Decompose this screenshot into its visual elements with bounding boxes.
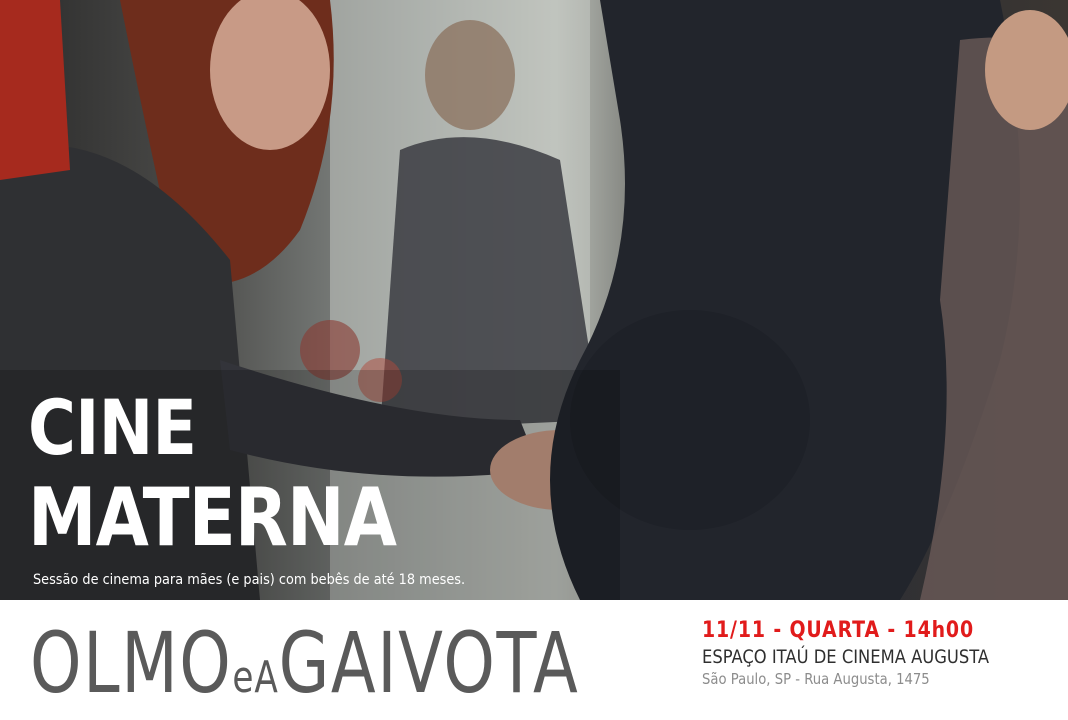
hero-title-line1: CINE [28,383,197,472]
hero-title-line2: MATERNA [28,471,397,564]
film-title-connector1: e [232,652,255,703]
hero-subtitle: Sessão de cinema para mães (e pais) com bebês de até 18 meses. [33,572,466,588]
film-title-connector2: A [254,652,279,703]
film-title-word2: GAIVOTA [278,614,580,712]
film-title-logo [30,614,580,712]
film-title-word1: OLMO [30,614,233,712]
event-date: 11/11 - QUARTA - 14h00 [702,618,974,643]
event-address: São Paulo, SP - Rua Augusta, 1475 [702,670,930,688]
event-venue: ESPAÇO ITAÚ DE CINEMA AUGUSTA [702,646,990,668]
event-info [702,618,1052,688]
